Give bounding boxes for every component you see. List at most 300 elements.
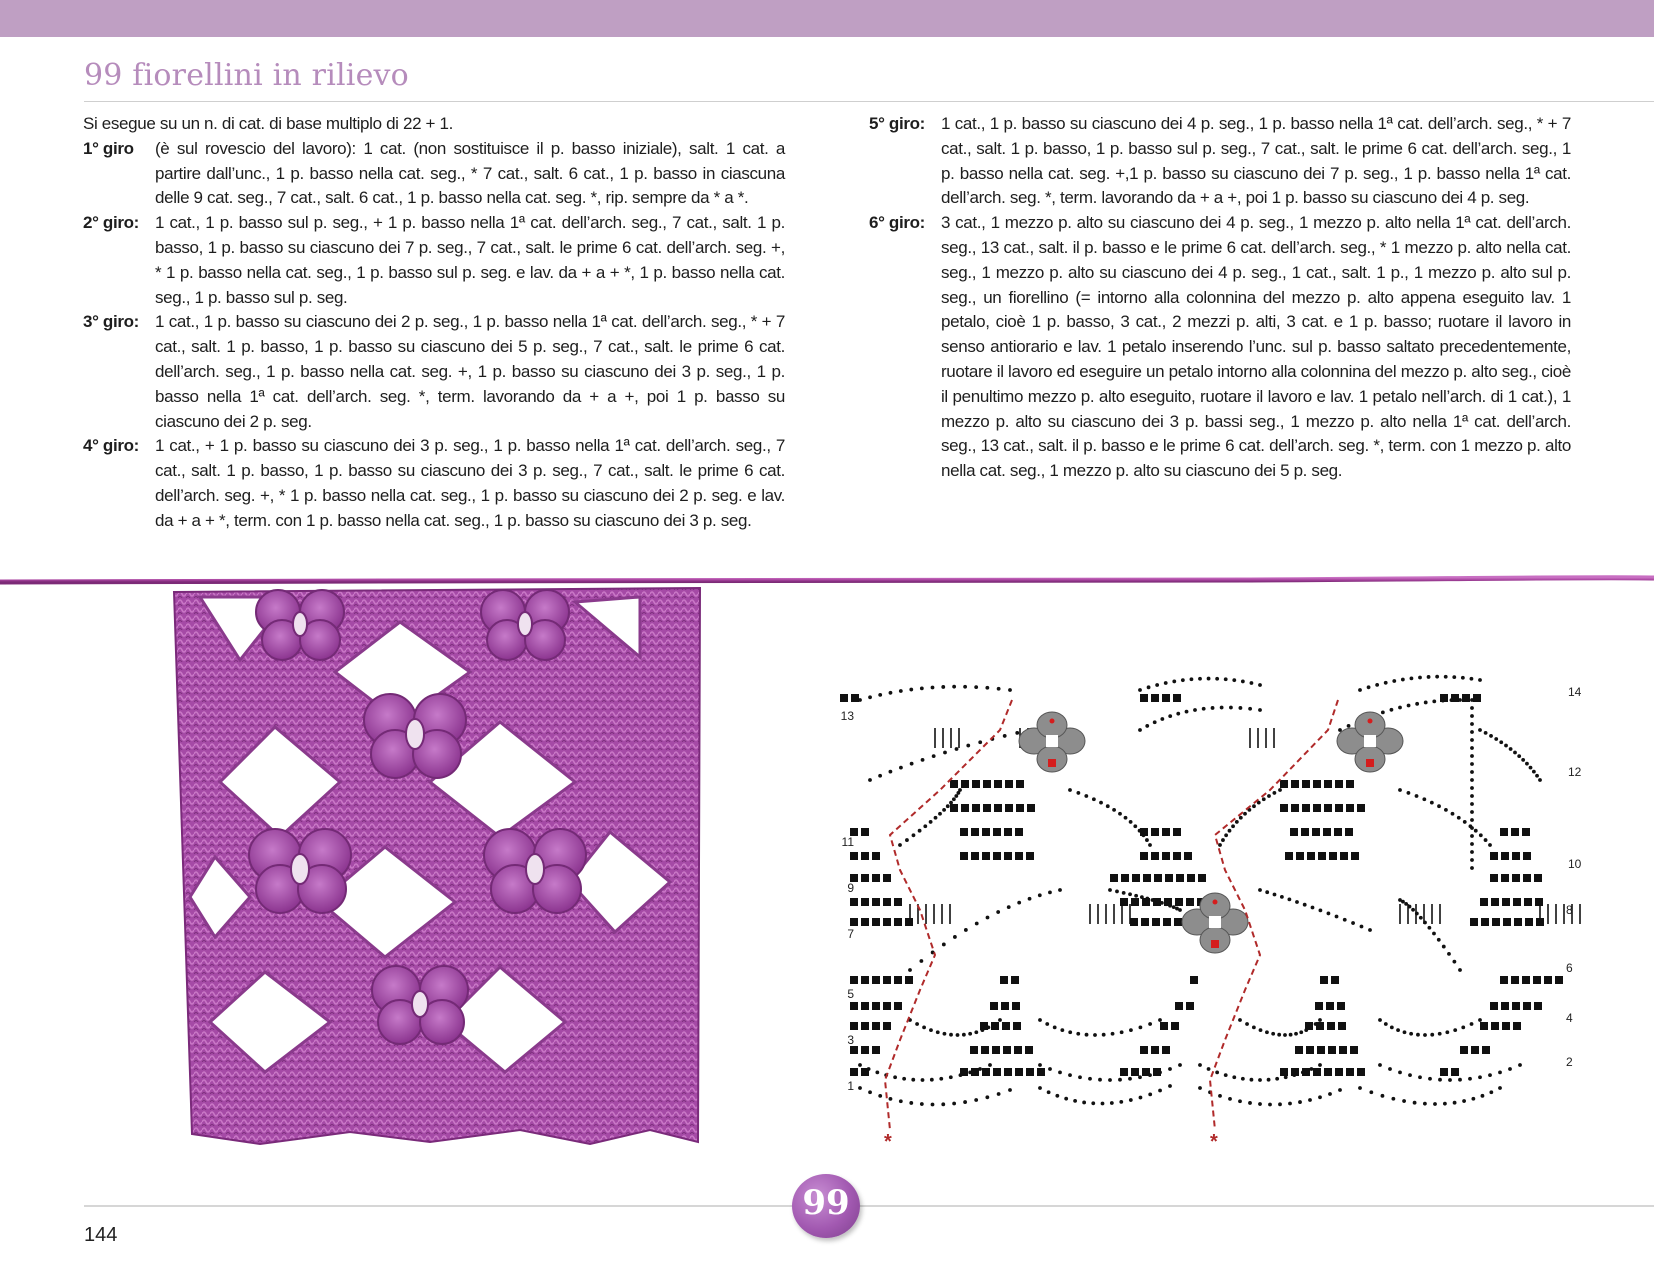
single-crochet-symbol [1162,1046,1170,1054]
single-crochet-symbol [1143,874,1151,882]
single-crochet-symbol [1357,1068,1365,1076]
chain-symbol [939,1077,943,1081]
chain-symbol [1073,1099,1077,1103]
chain-symbol [1224,677,1228,681]
single-crochet-symbol [1317,1046,1325,1054]
chain-symbol [919,959,923,963]
single-crochet-symbol [1141,918,1149,926]
chain-symbol [1478,678,1482,682]
chain-symbol [1381,1094,1385,1098]
single-crochet-symbol [1500,828,1508,836]
chain-symbol [1164,681,1168,685]
chain-symbol [868,695,872,699]
chain-symbol [1048,1067,1052,1071]
chain-symbol [1470,794,1474,798]
single-crochet-symbol [883,1002,891,1010]
single-crochet-symbol [1173,694,1181,702]
chain-symbol [905,838,909,842]
single-crochet-symbol [1027,804,1035,812]
single-crochet-symbol [1198,874,1206,882]
single-crochet-symbol [1186,898,1194,906]
chain-symbol [1148,1022,1152,1026]
chain-symbol [1398,788,1402,792]
single-crochet-symbol [1492,918,1500,926]
chain-symbol [1139,1096,1143,1100]
flower-symbol [1337,712,1403,772]
chain-symbol [1358,688,1362,692]
chain-symbol [1335,915,1339,919]
footer-divider [84,1205,1654,1207]
chain-symbol [1375,683,1379,687]
chain-symbol [1185,710,1189,714]
single-crochet-symbol [840,694,848,702]
chain-symbol [1521,758,1525,762]
single-crochet-symbol [1350,1046,1358,1054]
chain-symbol [1423,1033,1427,1037]
chain-symbol [1220,706,1224,710]
chain-symbol [1232,678,1236,682]
single-crochet-symbol [1462,694,1470,702]
chain-symbol [1415,702,1419,706]
chain-symbol [1407,704,1411,708]
single-crochet-symbol [1187,874,1195,882]
chain-symbol [1398,1070,1402,1074]
chain-symbol [1470,722,1474,726]
chain-symbol [1470,730,1474,734]
chart-stitch-rows [840,675,1580,1107]
chain-symbol [1308,1098,1312,1102]
single-crochet-symbol [1131,1068,1139,1076]
page-title: 99 fiorellini in rilievo [84,58,409,93]
single-crochet-symbol [1171,1022,1179,1030]
single-crochet-symbol [1535,898,1543,906]
chain-symbol [1427,675,1431,679]
chain-symbol [1470,1022,1474,1026]
chain-symbol [1284,1075,1288,1079]
chain-symbol [1147,685,1151,689]
single-crochet-symbol [1162,828,1170,836]
chain-symbol [992,1022,996,1026]
chain-symbol [1278,1102,1282,1106]
single-crochet-symbol [1340,852,1348,860]
single-crochet-symbol [982,1068,990,1076]
chain-symbol [858,1063,862,1067]
single-crochet-symbol [861,976,869,984]
chain-symbol [964,928,968,932]
chain-symbol [899,689,903,693]
chain-symbol [1445,1030,1449,1034]
chain-symbol [875,1070,879,1074]
single-crochet-symbol [872,898,880,906]
chain-symbol [1470,677,1474,681]
single-crochet-symbol [1500,976,1508,984]
single-crochet-symbol [1337,1002,1345,1010]
chain-symbol [974,1030,978,1034]
single-crochet-symbol [1324,780,1332,788]
single-crochet-symbol [850,976,858,984]
chain-symbol [1224,833,1228,837]
single-crochet-symbol [992,1046,1000,1054]
chain-symbol [1241,680,1245,684]
single-crochet-symbol [1511,828,1519,836]
chain-symbol [1068,1030,1072,1034]
chain-symbol [1287,897,1291,901]
chain-symbol [1451,812,1455,816]
chain-symbol [1457,816,1461,820]
chain-symbol [1318,1095,1322,1099]
chain-symbol [1153,720,1157,724]
chain-symbol [1068,788,1072,792]
chain-symbol [1538,778,1542,782]
chain-symbol [998,1018,1002,1022]
single-crochet-symbol [861,1046,869,1054]
chain-symbol [1338,1088,1342,1092]
chain-symbol [1168,714,1172,718]
single-crochet-symbol [872,1002,880,1010]
chain-symbol [1265,1030,1269,1034]
chain-symbol [878,693,882,697]
chain-symbol [952,797,956,801]
chain-symbol [1111,1032,1115,1036]
single-crochet-symbol [894,976,902,984]
chain-symbol [1478,1075,1482,1079]
chain-symbol [1458,968,1462,972]
single-crochet-symbol [1037,1068,1045,1076]
chain-symbol [1138,1075,1142,1079]
single-crochet-symbol [851,694,859,702]
single-crochet-symbol [1326,1002,1334,1010]
chain-symbol [1402,1099,1406,1103]
chain-symbol [868,1090,872,1094]
chain-symbol [911,1078,915,1082]
repeat-marker: * [884,1131,892,1153]
chain-symbol [1318,1063,1322,1067]
chain-symbol [921,1078,925,1082]
row-number: 5 [847,987,854,1001]
single-crochet-symbol [872,852,880,860]
chain-symbol [1430,1033,1434,1037]
chain-symbol [1398,706,1402,710]
single-crochet-symbol [850,918,858,926]
single-crochet-symbol [872,874,880,882]
chain-symbol [1172,905,1176,909]
single-crochet-symbol [1346,780,1354,788]
chain-symbol [1145,838,1149,842]
round-text: 3 cat., 1 mezzo p. alto su ciascuno dei 4 p. seg., 1 mezzo p. alto nella 1ª cat. dell’arch. seg., 13 cat., salt. il p. basso e le prime 6 cat. dell’arch. seg., * 1 mezzo p. alto nella cat. seg., 1 mezzo p. alto su ciascuno dei 4 p. seg., 1 cat., salt. 1 p., 1 mezzo p. alto sul p. seg., un fiorellino (= intorno alla colonnina del mezzo p. alto appena eseguito lav. 1 petalo, cioè 1 p. basso, 3 cat., 2 mezzi p. alti, 3 cat. e 1 p. basso; ruotare il lavoro in senso antiorario e lav. 1 petalo inserendo l’unc. sul p. basso saltato precedentemente, ruotare il lavoro ed eseguire un petalo intorno alla colonnina del mezzo p. alto seg., cioè il penultimo mezzo p. alto eseguito, ruotare il lavoro e lav. 1 petalo nell’arch. di 1 cat.), 1 mezzo p. alto su ciascuno dei 3 p. bassi seg., 1 mezzo p. alto nella 1ª cat. dell’arch. seg., 13 cat., salt. il p. basso e le prime 6 cat. dell’arch. seg. *, term. con 1 mezzo p. alto nella cat. seg., 1 mezzo p. alto su ciascuno dei 5 p. seg. [941,213,1571,481]
single-crochet-symbol [1440,1068,1448,1076]
chain-symbol [1232,1075,1236,1079]
chain-symbol [1409,1032,1413,1036]
chain-symbol [1471,1097,1475,1101]
single-crochet-symbol [1012,1002,1020,1010]
single-crochet-symbol [1555,976,1563,984]
chain-symbol [1442,945,1446,949]
chain-symbol [1038,1063,1042,1067]
chain-symbol [949,801,953,805]
row-number: 13 [840,709,854,723]
chain-symbol [858,1086,862,1090]
single-crochet-symbol [971,852,979,860]
single-crochet-symbol [1328,1046,1336,1054]
chain-symbol [1484,838,1488,842]
single-crochet-symbol [981,1046,989,1054]
chain-symbol [1007,905,1011,909]
single-crochet-symbol [1513,898,1521,906]
chain-symbol [942,808,946,812]
chain-symbol [975,922,979,926]
chain-symbol [912,833,916,837]
single-crochet-symbol [990,1002,998,1010]
single-crochet-symbol [1512,874,1520,882]
single-crochet-symbol [1291,780,1299,788]
chain-symbol [1369,1090,1373,1094]
single-crochet-symbol [1004,1068,1012,1076]
single-crochet-symbol [1490,852,1498,860]
single-crochet-symbol [1470,918,1478,926]
single-crochet-symbol [1162,852,1170,860]
chain-symbol [1047,1090,1051,1094]
single-crochet-symbol [1120,1068,1128,1076]
chain-symbol [1190,677,1194,681]
single-crochet-symbol [1335,1068,1343,1076]
chain-symbol [1134,894,1138,898]
chain-symbol [1529,766,1533,770]
single-crochet-symbol [1301,828,1309,836]
single-crochet-symbol [1026,1068,1034,1076]
chain-symbol [1252,804,1256,808]
single-crochet-symbol [1025,1046,1033,1054]
chain-symbol [1462,1099,1466,1103]
chain-symbol [1470,834,1474,838]
chain-symbol [1168,1067,1172,1071]
chain-symbol [1532,770,1536,774]
chain-symbol [1088,1077,1092,1081]
chain-symbol [1498,1070,1502,1074]
chain-symbol [1076,791,1080,795]
chain-symbol [1106,804,1110,808]
chain-symbol [988,1063,992,1067]
single-crochet-symbol [1327,1022,1335,1030]
chain-symbol [1295,900,1299,904]
chain-symbol [889,691,893,695]
chain-symbol [996,910,1000,914]
single-crochet-symbol [894,898,902,906]
chain-symbol [1258,888,1262,892]
intro-text: Si esegue su un n. di cat. di base multiplo di 22 + 1. [83,114,453,133]
row-number: 1 [847,1079,854,1093]
chain-symbol [1474,829,1478,833]
chain-symbol [1478,728,1482,732]
round-1 [83,137,785,211]
chain-symbol [1443,1102,1447,1106]
instructions-left-column [83,112,785,534]
single-crochet-symbol [993,852,1001,860]
chain-symbol [1384,681,1388,685]
chain-symbol [1028,897,1032,901]
single-crochet-symbol [1132,874,1140,882]
single-crochet-symbol [993,1068,1001,1076]
chain-symbol [1367,685,1371,689]
single-crochet-symbol [1490,874,1498,882]
chain-symbol [1228,1097,1232,1101]
chain-symbol [952,685,956,689]
single-crochet-symbol [1151,852,1159,860]
chain-symbol [1415,794,1419,798]
chain-symbol [1447,952,1451,956]
chain-symbol [932,754,936,758]
single-crochet-symbol [894,1002,902,1010]
single-crochet-symbol [1460,1046,1468,1054]
single-crochet-symbol [1295,1046,1303,1054]
chain-symbol [1444,808,1448,812]
chain-symbol [1145,724,1149,728]
single-crochet-symbol [1005,804,1013,812]
chain-symbol [980,1028,984,1032]
round-label: 2° giro: [83,213,139,233]
chain-symbol [1301,1070,1305,1074]
round-label: 1° giro [83,138,134,158]
single-crochet-symbol [883,976,891,984]
round-text: 1 cat., + 1 p. basso su ciascuno dei 3 p. seg., 1 p. basso nella 1ª cat. dell’arch. seg., 7 cat., salt. 1 p. basso, 1 p. basso su ciascuno dei 3 p. seg., 7 cat., salt. le prime 6 cat. dell’arch. seg. +, * 1 p. basso nella cat. seg., 1 p. basso su ciascuno dei 2 p. seg. e lav. da + a + *, term. con 1 p. basso nella cat. seg., 1 p. basso su ciascuno dei 3 p. seg. [155,436,785,530]
single-crochet-symbol [1003,1046,1011,1054]
single-crochet-symbol [1523,1002,1531,1010]
chain-symbol [1148,1073,1152,1077]
single-crochet-symbol [1533,976,1541,984]
single-crochet-symbol [1522,828,1530,836]
chain-symbol [1082,1101,1086,1105]
chain-symbol [1193,708,1197,712]
row-number: 3 [847,1033,854,1047]
chain-symbol [1178,908,1182,912]
chain-symbol [931,1103,935,1107]
crochet-chart [840,670,1582,1153]
single-crochet-symbol [1346,1068,1354,1076]
chain-symbol [1448,1078,1452,1082]
chain-symbol [1304,1028,1308,1032]
chain-symbol [1271,1032,1275,1036]
single-crochet-symbol [1154,874,1162,882]
chain-symbol [1211,706,1215,710]
single-crochet-symbol [1151,694,1159,702]
single-crochet-symbol [961,804,969,812]
chain-symbol [1224,1073,1228,1077]
single-crochet-symbol [1523,874,1531,882]
single-crochet-symbol [1280,1068,1288,1076]
chain-symbol [1272,791,1276,795]
row-number: 6 [1566,961,1573,975]
chain-symbol [1245,1022,1249,1026]
single-crochet-symbol [1152,918,1160,926]
chain-symbol [1422,797,1426,801]
chain-symbol [1450,698,1454,702]
chain-symbol [858,698,862,702]
chain-symbol [963,685,967,689]
single-crochet-symbol [850,898,858,906]
chain-symbol [1038,1018,1042,1022]
chain-symbol [1468,1077,1472,1081]
single-crochet-symbol [1512,1002,1520,1010]
chain-symbol [1258,1102,1262,1106]
single-crochet-symbol [1320,976,1328,984]
chain-symbol [1517,754,1521,758]
single-crochet-symbol [861,898,869,906]
single-crochet-symbol [1140,1046,1148,1054]
chain-symbol [1048,890,1052,894]
chain-symbol [1235,820,1239,824]
chain-symbol [1390,708,1394,712]
chain-symbol [1535,774,1539,778]
single-crochet-symbol [1471,1046,1479,1054]
repeat-marker: * [1210,1131,1218,1153]
single-crochet-symbol [1501,874,1509,882]
single-crochet-symbol [1165,874,1173,882]
chain-symbol [1128,1077,1132,1081]
single-crochet-symbol [1151,1046,1159,1054]
single-crochet-symbol [1140,852,1148,860]
chain-symbol [1102,1033,1106,1037]
chain-symbol [1289,1033,1293,1037]
chain-symbol [1427,926,1431,930]
chain-symbol [1310,1067,1314,1071]
chain-symbol [1124,816,1128,820]
single-crochet-symbol [1001,1002,1009,1010]
chain-symbol [1101,1102,1105,1106]
chain-symbol [1008,1088,1012,1092]
single-crochet-symbol [972,804,980,812]
chain-symbol [1280,895,1284,899]
chain-symbol [1243,812,1247,816]
single-crochet-symbol [1534,874,1542,882]
single-crochet-symbol [1451,1068,1459,1076]
single-crochet-symbol [850,1046,858,1054]
single-crochet-symbol [1357,804,1365,812]
chain-symbol [1108,1078,1112,1082]
chain-symbol [1262,797,1266,801]
single-crochet-symbol [1313,1068,1321,1076]
chain-symbol [1416,1033,1420,1037]
chain-symbol [1470,714,1474,718]
single-crochet-symbol [1480,898,1488,906]
chain-symbol [930,1078,934,1082]
chain-symbol [1202,707,1206,711]
single-crochet-symbol [1026,852,1034,860]
chain-symbol [1418,1075,1422,1079]
single-crochet-symbol [971,1068,979,1076]
single-crochet-symbol [1140,694,1148,702]
single-crochet-symbol [1173,852,1181,860]
chain-symbol [1408,1073,1412,1077]
chain-symbol [1444,675,1448,679]
chain-symbol [943,1032,947,1036]
chain-symbol [1181,678,1185,682]
round-3 [83,310,785,434]
chain-symbol [1494,737,1498,741]
single-crochet-symbol [1473,694,1481,702]
chain-symbol [1003,734,1007,738]
page-number: 144 [84,1224,118,1246]
chain-symbol [1064,1097,1068,1101]
row-number: 12 [1568,765,1582,779]
row-number: 8 [1566,903,1573,917]
chain-symbol [909,1101,913,1105]
chain-symbol [1314,1022,1318,1026]
single-crochet-symbol [1501,852,1509,860]
chain-symbol [1484,731,1488,735]
chain-symbol [1068,1073,1072,1077]
single-crochet-symbol [1296,852,1304,860]
chain-symbol [1248,1101,1252,1105]
single-crochet-symbol [850,852,858,860]
